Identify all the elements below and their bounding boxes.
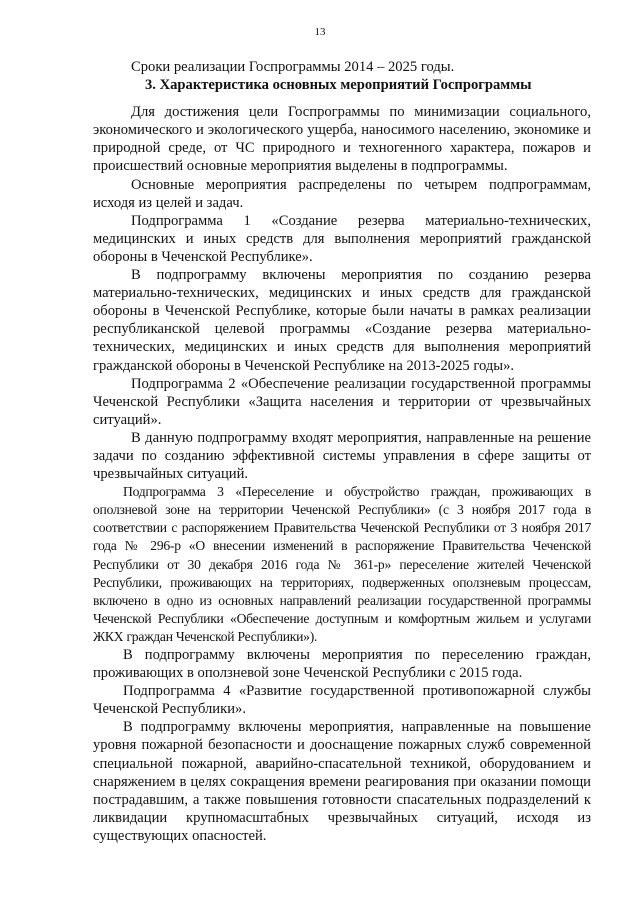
- program-terms-line: Сроки реализации Госпрограммы 2014 – 2025 годы.: [131, 59, 455, 75]
- paragraph-subprogram-1-details: В подпрограмму включены мероприятия по созданию резерва материально-технических, медицинских и иных средств для гражданской обороны в Чеченской Республике, которые были начаты в рамках реализации республиканской целевой программы «Создание резерва материально-технических, медицинских и иных средств для выполнения мероприятий гражданской обороны в Чеченской Республике на 2013-2025 годы».: [93, 267, 591, 374]
- page-body: [93, 58, 591, 845]
- paragraph-subprogram-2: Подпрограмма 2 «Обеспечение реализации государственной программы Чеченской Республики «Защита населения и территории от чрезвычайных ситуаций».: [93, 375, 591, 428]
- paragraph-goal: Для достижения цели Госпрограммы по минимизации социального, экономического и экологического ущерба, наносимого населению, экономике и природной среде, от ЧС природного и техногенного характера, пожаров и происшествий основные мероприятия выделены в подпрограммы.: [93, 104, 591, 175]
- paragraph-subprogram-2-details: В данную подпрограмму входят мероприятия, направленные на решение задачи по созданию эффективной системы управления в сфере защиты от чрезвычайных ситуаций.: [93, 429, 591, 483]
- paragraph-distribution: Основные мероприятия распределены по четырем подпрограммам, исходя из целей и задач.: [93, 176, 591, 211]
- paragraph-subprogram-3-details: В подпрограмму включены мероприятия по переселению граждан, проживающих в оползневой зоне Чеченской Республики с 2015 года.: [93, 647, 591, 682]
- paragraph-subprogram-4-details: В подпрограмму включены мероприятия, направленные на повышение уровня пожарной безопасности и дооснащение пожарных служб современной специальной пожарной, аварийно-спасательной техникой, оборудованием и снаряжением в целях сокращения времени реагирования при оказании помощи пострадавшим, а также повышения готовности спасательных подразделений к ликвидации крупномасштабных чрезвычайных ситуаций, исходя из существующих опасностей.: [93, 719, 591, 844]
- paragraph-subprogram-4: Подпрограмма 4 «Развитие государственной противопожарной службы Чеченской Республики».: [93, 683, 591, 718]
- paragraph-subprogram-3: Подпрограмма 3 «Переселение и обустройство граждан, проживающих в оползневой зоне на территории Чеченской Республики» (с 3 ноября 2017 года в соответствии с распоряжением Правительства Чеченской Республики от 3 ноября 2017 года № 296-р «О внесении изменений в распоряжение Правительства Чеченской Республики от 30 декабря 2016 года № 361-р» переселение жителей Чеченской Республики, проживающих на территориях, подверженных оползневым процессам, включено в одно из основных направлений реализации государственной программы Чеченской Республики «Обеспечение доступным и комфортным жильем и услугами ЖКХ граждан Чеченской Республики»).: [93, 484, 591, 644]
- paragraph-subprogram-1: Подпрограмма 1 «Создание резерва материально-технических, медицинских и иных средств для выполнения мероприятий гражданской обороны в Чеченской Республике».: [93, 212, 591, 265]
- page-number: 13: [314, 26, 326, 38]
- section-heading: 3. Характеристика основных мероприятий Госпрограммы: [145, 77, 532, 94]
